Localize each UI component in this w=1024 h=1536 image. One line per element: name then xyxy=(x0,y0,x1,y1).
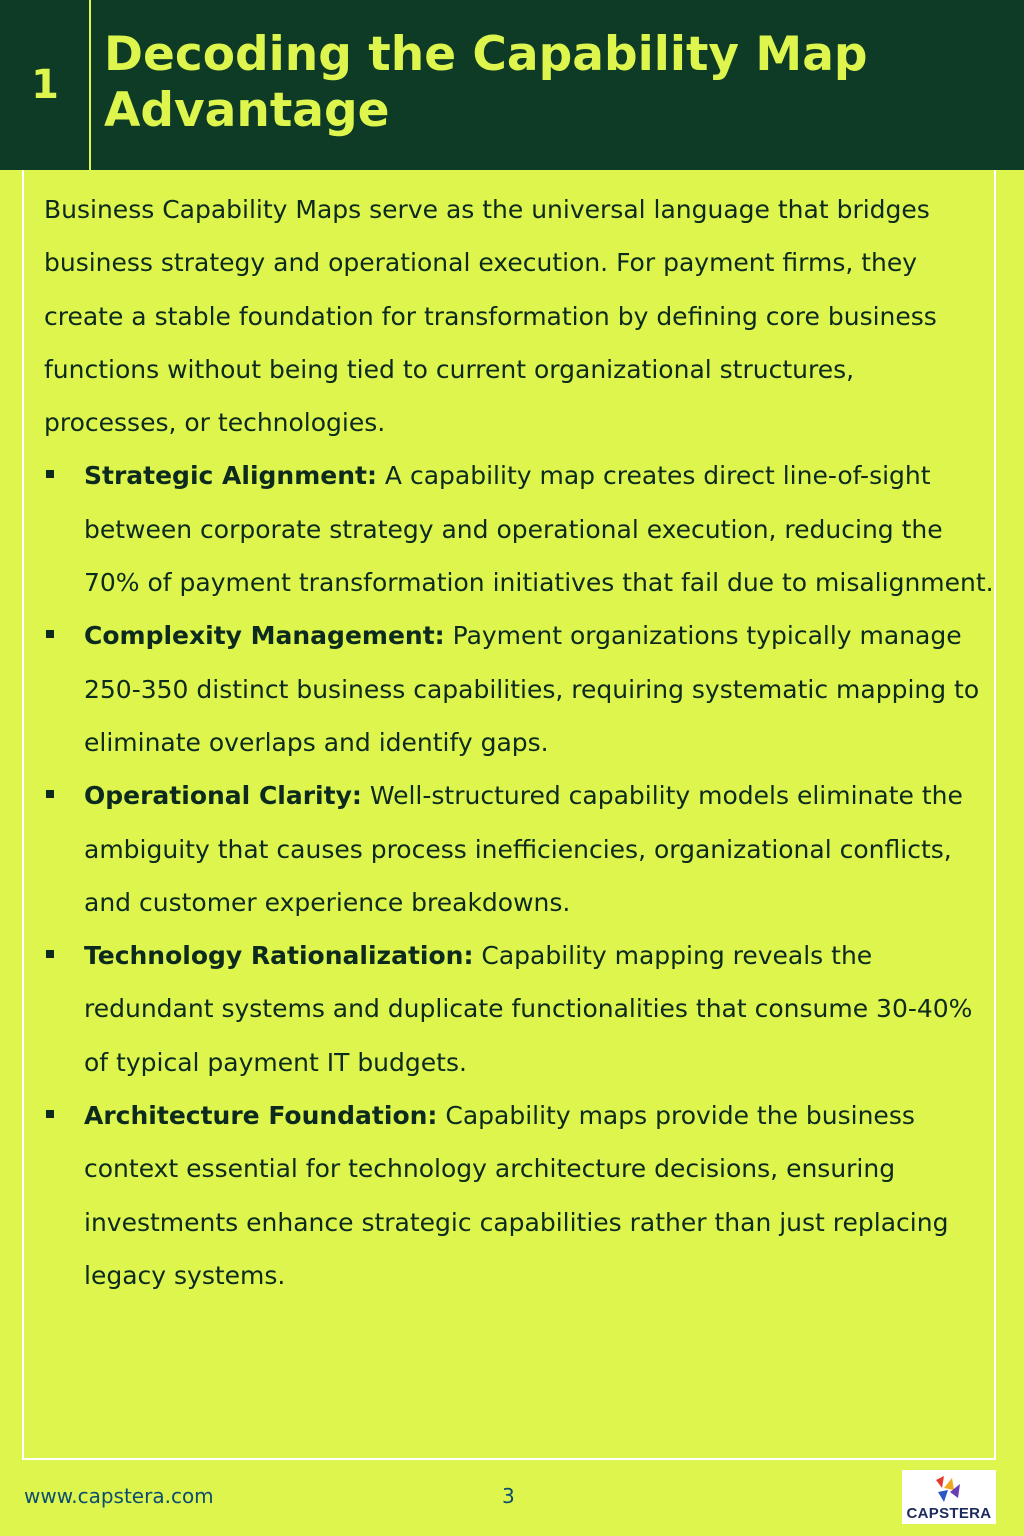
square-bullet-icon xyxy=(46,630,54,638)
body-text xyxy=(44,183,994,1302)
bullet-title: Architecture Foundation: xyxy=(84,1101,438,1131)
bullet-text: Well-structured capability models eliminate the ambiguity that causes process inefficiencies, organizational conflicts, and customer experience breakdowns. xyxy=(84,781,963,917)
section-number: 1 xyxy=(31,62,59,108)
bullet-text: Capability mapping reveals the redundant systems and duplicate functionalities that consume 30-40% of typical payment IT budgets. xyxy=(84,941,973,1077)
bullet-item-complexity-management xyxy=(44,609,994,769)
bullet-title: Operational Clarity: xyxy=(84,781,362,811)
page-title: Decoding the Capability Map Advantage xyxy=(104,27,868,138)
bullet-item-architecture-foundation xyxy=(44,1089,994,1302)
bullet-item-operational-clarity xyxy=(44,769,994,929)
capstera-logo-icon xyxy=(932,1474,966,1504)
bullet-title: Strategic Alignment: xyxy=(84,461,377,491)
footer-website-link[interactable]: www.capstera.com xyxy=(24,1484,214,1508)
bullet-text: Payment organizations typically manage 250-350 distinct business capabilities, requiring systematic mapping to eliminate overlaps and identify gaps. xyxy=(84,621,980,757)
intro-paragraph: Business Capability Maps serve as the universal language that bridges business strategy and operational execution. For payment firms, they create a stable foundation for transformation by defining core business functions without being tied to current organizational structures, processes, or technologies. xyxy=(44,195,937,438)
bullet-text: A capability map creates direct line-of-sight between corporate strategy and operational execution, reducing the 70% of payment transformation initiatives that fail due to misalignment. xyxy=(84,461,994,598)
header-divider xyxy=(89,0,91,170)
capstera-logo-text: CAPSTERA xyxy=(906,1505,992,1522)
bullet-item-technology-rationalization xyxy=(44,929,994,1089)
bullet-item-strategic-alignment xyxy=(44,449,994,609)
bullet-text: Capability maps provide the business context essential for technology architecture decisions, ensuring investments enhance strategic capabilities rather than just replacing legacy systems. xyxy=(84,1101,949,1290)
bullet-list xyxy=(44,449,994,1302)
square-bullet-icon xyxy=(46,950,54,958)
square-bullet-icon xyxy=(46,470,54,478)
bullet-title: Technology Rationalization: xyxy=(84,941,474,971)
header-banner xyxy=(0,0,1024,170)
bullet-title: Complexity Management: xyxy=(84,621,445,651)
capstera-logo xyxy=(902,1470,996,1524)
page-number: 3 xyxy=(502,1484,515,1508)
square-bullet-icon xyxy=(46,790,54,798)
square-bullet-icon xyxy=(46,1110,54,1118)
